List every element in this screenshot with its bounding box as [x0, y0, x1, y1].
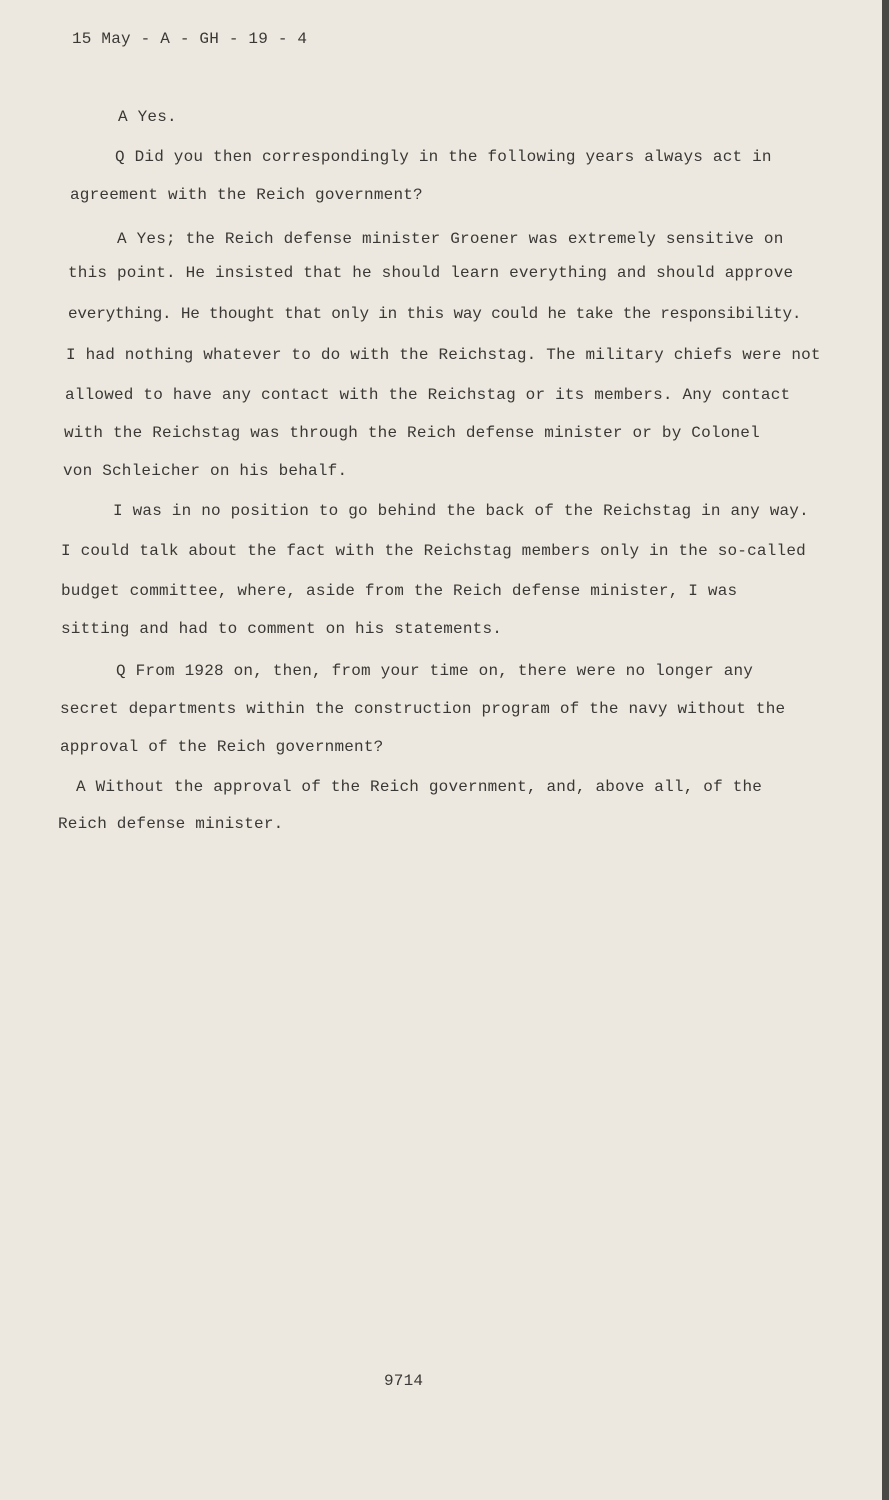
text-line: I was in no position to go behind the back of the Reichstag in any way.: [113, 502, 809, 520]
text-line: allowed to have any contact with the Reichstag or its members. Any contact: [65, 386, 791, 404]
text-line: Q From 1928 on, then, from your time on, there were no longer any: [116, 662, 754, 680]
text-line: Reich defense minister.: [58, 815, 284, 833]
text-line: secret departments within the construction program of the navy without the: [60, 700, 786, 718]
page-edge: [882, 0, 889, 1500]
text-line: Q Did you then correspondingly in the following years always act in: [115, 148, 772, 166]
text-line: agreement with the Reich government?: [70, 186, 423, 204]
text-line: von Schleicher on his behalf.: [63, 462, 348, 480]
text-line: this point. He insisted that he should learn everything and should approve: [68, 264, 794, 282]
header-reference: 15 May - A - GH - 19 - 4: [72, 30, 308, 48]
text-line: with the Reichstag was through the Reich defense minister or by Colonel: [64, 424, 760, 442]
text-line: I had nothing whatever to do with the Reichstag. The military chiefs were not: [66, 346, 821, 364]
page-number: 9714: [384, 1372, 424, 1390]
text-line: sitting and had to comment on his statements.: [61, 620, 503, 638]
text-line: A Yes; the Reich defense minister Groener was extremely sensitive on: [117, 230, 784, 248]
text-line: approval of the Reich government?: [60, 738, 384, 756]
text-line: I could talk about the fact with the Reichstag members only in the so-called: [61, 542, 806, 560]
text-line: A Yes.: [118, 108, 177, 126]
text-line: budget committee, where, aside from the Reich defense minister, I was: [61, 582, 738, 600]
text-line: everything. He thought that only in this way could he take the responsibility.: [68, 305, 802, 323]
text-line: A Without the approval of the Reich government, and, above all, of the: [76, 778, 763, 796]
